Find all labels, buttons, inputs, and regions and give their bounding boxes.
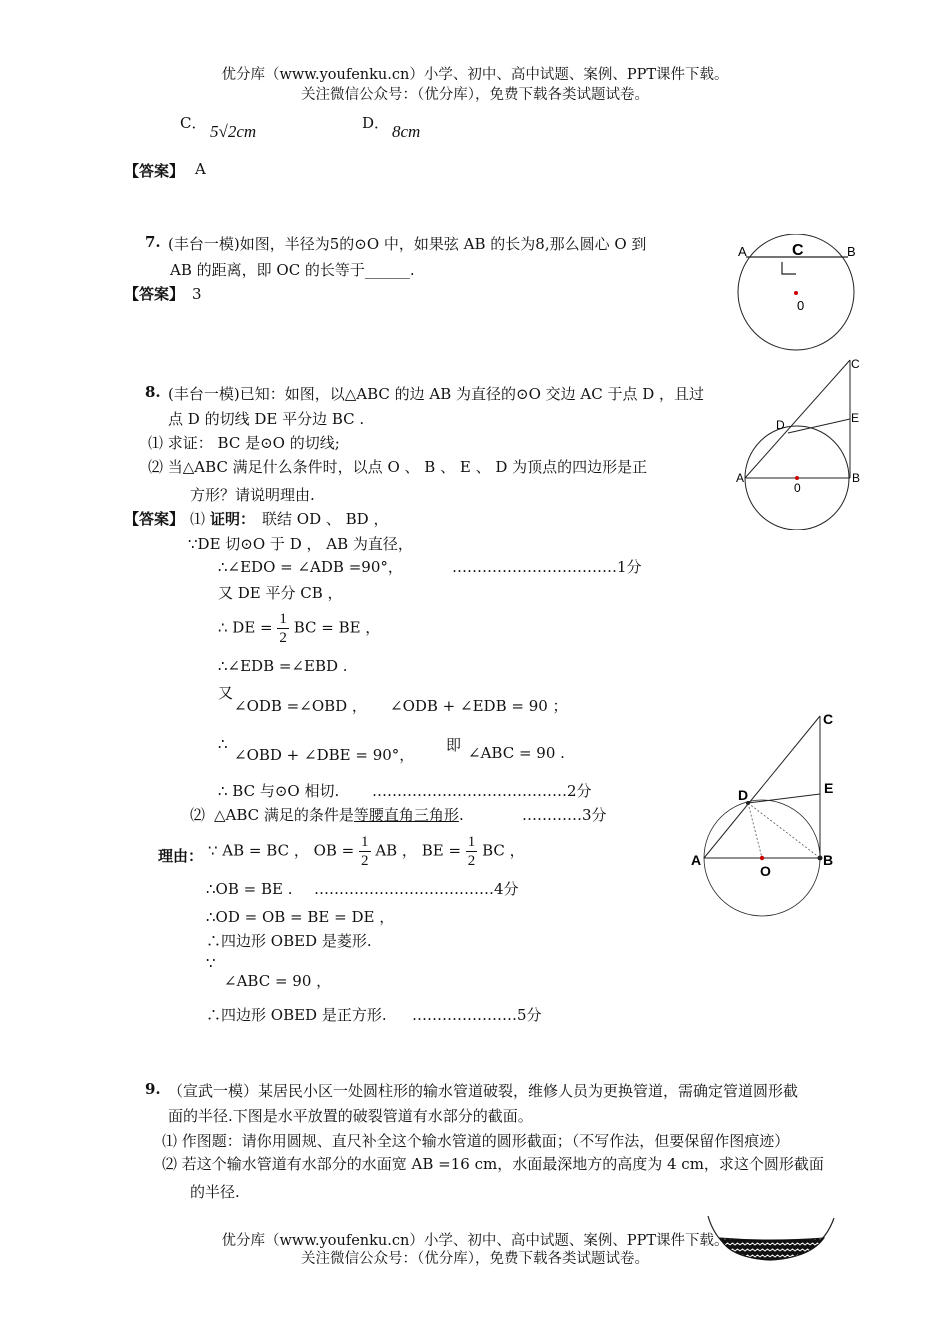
sol8-s7b: ∠ODB + ∠EDB = 90 ；: [390, 697, 568, 715]
sol8-s5-den: 2: [279, 630, 287, 646]
sol8-s14: ∴四边形 OBED 是菱形.: [206, 932, 372, 950]
sol8-s5: [218, 610, 380, 647]
q8-part-2b: 方形？请说明理由.: [190, 486, 315, 504]
q8f2-label-a: A: [691, 852, 702, 868]
q8f1-label-b: B: [852, 471, 861, 485]
sol8-s11-den-2: 2: [467, 853, 476, 869]
q8f1-label-a: A: [736, 471, 745, 485]
sol8-s5-frac: [277, 610, 289, 647]
q8-figure-bottom: [686, 706, 846, 918]
sol8-s11-num-2: 1: [467, 834, 476, 850]
sol8-s11-frac-2: [466, 833, 478, 870]
q7-figure: [730, 234, 870, 354]
q9-line-2: 面的半径.下图是水平放置的破裂管道有水部分的截面。: [168, 1107, 533, 1125]
sol8-s8-ji: 即: [446, 736, 462, 754]
sol8-s5-pre: ∴ DE =: [218, 618, 273, 637]
q7-line-2: AB 的距离，即 OC 的长等于______.: [170, 261, 415, 279]
sol8-s3-dots: ……………………………1分: [452, 558, 642, 576]
q8-part-2a: ⑵ 当△ABC 满足什么条件时，以点 O 、 B 、 E 、 D 为顶点的四边形是正: [148, 458, 648, 476]
q7-label-a: A: [738, 244, 747, 259]
q8-line-2: 点 D 的切线 DE 平分边 BC .: [168, 410, 365, 428]
q8f1-line-ac: [745, 360, 850, 478]
q8f2-label-b: B: [823, 852, 834, 868]
q8f2-line-ac: [704, 716, 820, 858]
q6-option-d-label: D．: [362, 114, 390, 132]
sol8-s9-dots: …………………………………2分: [372, 782, 592, 800]
sol8-s6: ∴∠EDB =∠EBD .: [218, 657, 348, 675]
sol8-s10-pre: △ABC 满足的条件是: [214, 806, 354, 824]
sol8-s8b: ∠ABC = 90 .: [468, 744, 565, 762]
q8f2-label-c: C: [823, 711, 834, 727]
q8-line-1: (丰台一模)已知：如图，以△ABC 的边 AB 为直径的⊙O 交边 AC 于点 D ，且过: [168, 385, 705, 403]
sol8-s7a: ∠ODB =∠OBD ，: [234, 697, 367, 715]
q8f1-label-c: C: [851, 357, 860, 371]
q8-number: 8.: [145, 383, 161, 401]
q9-number: 9.: [145, 1080, 161, 1098]
q8f2-point-b: [818, 856, 823, 861]
q6-option-c-value: 5√2cm: [210, 122, 257, 141]
q8f2-label-o: O: [760, 863, 771, 879]
q9-part-1: ⑴ 作图题：请你用圆规、直尺补全这个输水管道的圆形截面；（不写作法，但要保留作图痕迹）: [162, 1132, 790, 1150]
sol8-s2: ∵DE 切⊙O 于 D ， AB 为直径，: [188, 535, 413, 553]
header-line-2: 关注微信公众号：（优分库），免费下载各类试题试卷。: [301, 87, 649, 103]
sol8-s16: ∴四边形 OBED 是正方形.: [206, 1006, 387, 1024]
sol8-s15a: ∵: [206, 954, 216, 972]
q9-part-2a: ⑵ 若这个输水管道有水部分的水面宽 AB =16 cm，水面最深地方的高度为 4 cm，求这个圆形截面: [162, 1155, 824, 1173]
q8-figure-top: [730, 355, 870, 530]
sol8-s8-pre: ∴: [218, 735, 228, 753]
q6-option-c-label: C．: [180, 114, 207, 132]
q7-answer: 3: [192, 285, 202, 303]
sol8-s5-num: 1: [279, 611, 287, 627]
q7-answer-label: 【答案】: [124, 285, 185, 303]
footer-line-1: 优分库（www.youfenku.cn）小学、初中、高中试题、案例、PPT课件下载。: [221, 1233, 729, 1249]
sol8-s11-a: ∵ AB = BC ， OB =: [208, 841, 355, 860]
sol8-reason-label: 理由：: [158, 847, 204, 865]
footer-line-2: 关注微信公众号：（优分库），免费下载各类试题试卷。: [301, 1251, 649, 1267]
q6-answer: A: [195, 160, 206, 178]
q8f2-center-dot: [760, 856, 764, 860]
sol8-s1-word: 证明：: [210, 510, 256, 528]
q8-part-1: ⑴ 求证： BC 是⊙O 的切线;: [148, 434, 340, 452]
sol8-s11-num-1: 1: [361, 834, 369, 850]
q7-right-angle: [782, 262, 796, 274]
sol8-s10-post: .: [458, 806, 464, 824]
sol8-s5-post: BC = BE ，: [293, 618, 381, 637]
sol8-s1-prefix: ⑴: [190, 510, 206, 528]
sol8-s10-prefix: ⑵: [190, 806, 206, 824]
q8f1-center-dot: [795, 476, 799, 480]
q6-answer-label: 【答案】: [124, 162, 185, 180]
q6-option-d-value: 8cm: [392, 122, 421, 141]
q8f1-label-e: E: [851, 411, 860, 425]
q9-line-1: （宣武一模）某居民小区一处圆柱形的输水管道破裂，维修人员为更换管道，需确定管道圆形截: [168, 1082, 799, 1100]
sol8-s11-den-1: 2: [361, 853, 369, 869]
sol8-s11-c: BC ，: [482, 841, 525, 860]
sol8-s11-frac-1: [359, 833, 371, 870]
sol8-s10-underlined: 等腰直角三角形: [353, 806, 459, 824]
sol8-s11: [208, 833, 525, 870]
header-line-1: 优分库（www.youfenku.cn）小学、初中、高中试题、案例、PPT课件下载。: [221, 67, 729, 83]
q7-line-1: (丰台一模)如图，半径为5的⊙O 中，如果弦 AB 的长为8,那么圆心 O 到: [168, 235, 647, 253]
q7-number: 7.: [145, 233, 161, 251]
q7-label-b: B: [847, 244, 856, 259]
q8f2-line-de: [748, 794, 820, 803]
sol8-s1-rest: 联结 OD 、 BD ，: [262, 510, 389, 528]
sol8-s8a: ∠OBD + ∠DBE = 90°，: [234, 746, 415, 764]
sol8-s13: ∴OD = OB = BE = DE ，: [206, 908, 395, 926]
sol8-s16-dots: …………………5分: [412, 1006, 542, 1024]
q7-label-o: 0: [797, 298, 805, 313]
sol8-s12-dots: ………………………………4分: [314, 880, 519, 898]
q8f2-line-bd: [748, 803, 820, 858]
sol8-s3: ∴∠EDO = ∠ADB =90°，: [218, 558, 403, 576]
q7-center-dot: [794, 291, 798, 295]
q8f1-label-d: D: [776, 418, 785, 432]
sol8-s11-b: AB ， BE =: [375, 841, 462, 860]
q8f2-line-od: [748, 803, 762, 858]
q8f2-label-d: D: [738, 787, 749, 803]
q7-label-c: C: [792, 242, 804, 259]
sol8-s9: ∴ BC 与⊙O 相切.: [218, 782, 340, 800]
sol8-s12: ∴OB = BE .: [206, 880, 293, 898]
sol8-s4: 又 DE 平分 CB ，: [218, 584, 343, 602]
sol8-s10-dots: …………3分: [522, 806, 607, 824]
q9-part-2b: 的半径.: [190, 1183, 240, 1201]
q8f1-label-o: 0: [794, 481, 801, 495]
sol8-s15b: ∠ABC = 90 ，: [224, 972, 332, 990]
sol8-answer-label: 【答案】: [124, 510, 185, 528]
q8f2-label-e: E: [824, 780, 834, 796]
sol8-s7-you: 又: [218, 684, 234, 702]
sol8-s10: [214, 804, 464, 825]
